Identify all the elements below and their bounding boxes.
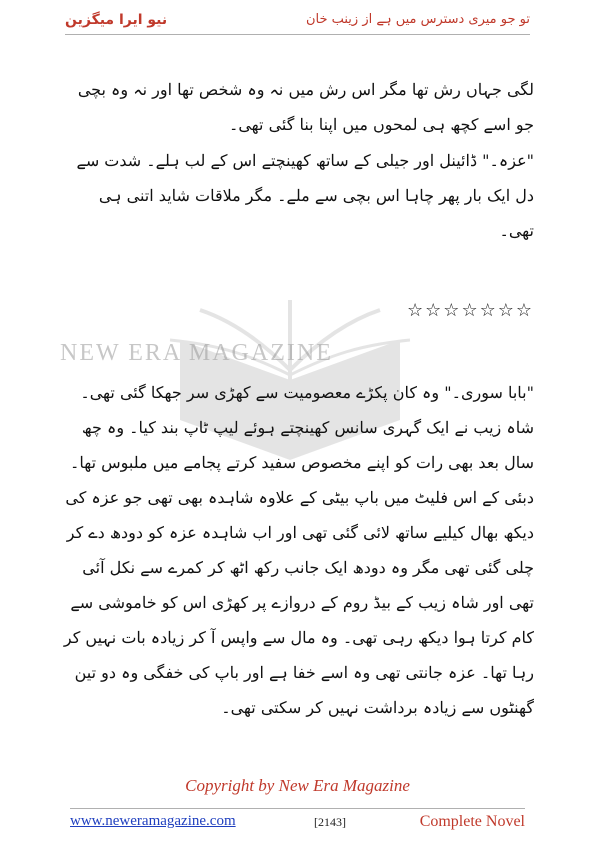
- page-number: [2143]: [314, 815, 346, 829]
- paragraph-1: لگی جہاں رش تھا مگر اس رش میں نہ وہ شخص تھا اور نہ وہ بچی جو اسے کچھ ہی لمحوں میں اپنا بنا گئی تھی۔: [77, 80, 534, 134]
- magazine-title: نیو ایرا میگزین: [65, 12, 168, 28]
- website-link[interactable]: www.neweramagazine.com: [70, 813, 236, 829]
- copyright-notice: Copyright by New Era Magazine: [185, 776, 410, 795]
- paragraph-2: "عزہ۔" ڈائینل اور جیلی کے ساتھ کھینچتے اس کے لب ہلے۔ شدت سے دل ایک بار پھر چاہا اس بچی سے ملے۔ مگر ملاقات شاید اتنی ہی تھی۔: [76, 151, 534, 240]
- paragraph-3: "بابا سوری۔" وہ کان پکڑے معصومیت سے کھڑی سر جھکا گئی تھی۔ شاہ زیب نے ایک گہری سانس کھینچتے ہوئے لیپ ٹاپ بند کیا۔ وہ چھ سال بعد بھی رات کو اپنے مخصوص سفید کرتے پجامے میں ملبوس تھا۔ دبئی کے اس فلیٹ میں باپ بیٹی کے علاوہ شاہدہ بھی تھی جو عزہ کی دیکھ بھال کیلیے ساتھ لائی گئی تھی اور اب شاہدہ عزہ کو دودھ دے کر چلی گئی تھی مگر وہ دودھ ایک جانب رکھ اٹھ کر کمرے سے نکل آئی تھی اور شاہ زیب کے بیڈ روم کے دروازے پر کھڑی اس کو خاموشی سے کام کرتا ہوا دیکھ رہی تھی۔ وہ مال سے واپس آ کر زیادہ بات نہیں کر رہا تھا۔ عزہ جانتی تھی وہ اسے خفا ہے اور باپ کی خفگی وہ دو تین گھنٹوں سے زیادہ برداشت نہیں کر سکتی تھی۔: [63, 383, 534, 717]
- header-divider: [65, 34, 530, 35]
- page-header: [65, 10, 530, 34]
- page-footer: [70, 813, 525, 833]
- novel-title: تو جو میری دسترس میں ہے از زینب خان: [305, 12, 530, 27]
- footer-divider: [70, 808, 525, 809]
- complete-novel-label: Complete Novel: [419, 813, 525, 830]
- watermark-text: NEW ERA MAGAZINE: [60, 340, 333, 366]
- section-separator-stars: ☆☆☆☆☆☆☆: [407, 300, 534, 321]
